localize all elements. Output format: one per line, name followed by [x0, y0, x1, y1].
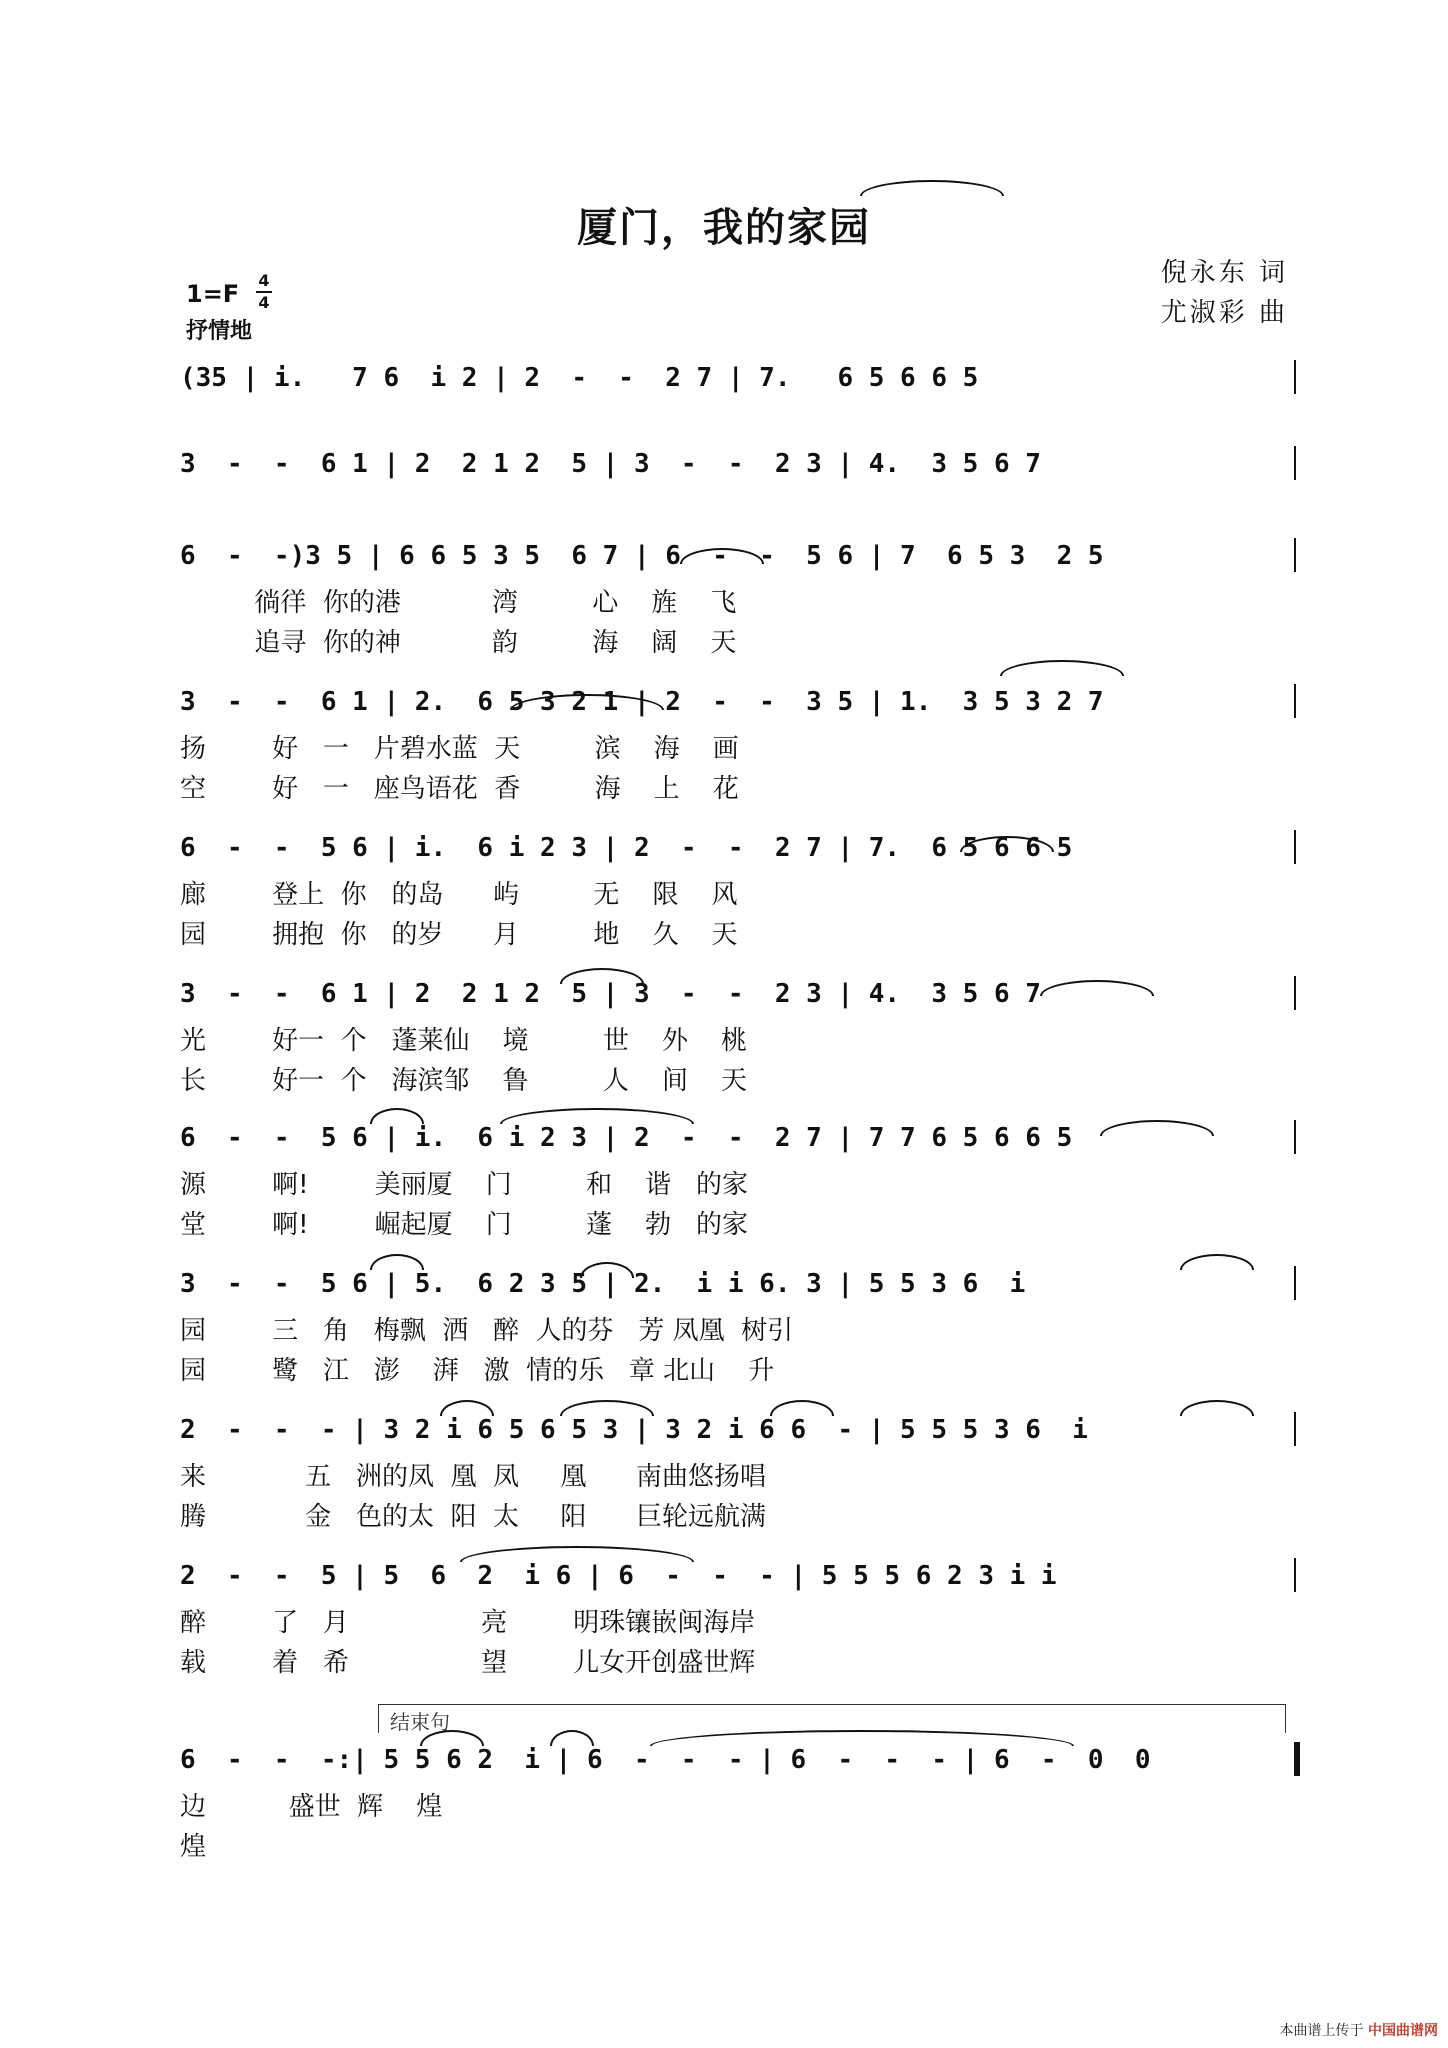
lyric-verse-2: 载 着 希 望 儿女开创盛世辉 — [180, 1648, 756, 1678]
barline — [1294, 538, 1296, 572]
score-system — [180, 826, 1300, 966]
meter-top: 4 — [258, 271, 270, 290]
lyric-verse-2: 空 好 一 座鸟语花 香 海 上 花 — [180, 774, 739, 804]
barline — [1294, 1558, 1296, 1592]
barline — [1294, 1412, 1296, 1446]
lyric-verse-1: 扬 好 一 片碧水蓝 天 滨 海 画 — [180, 734, 739, 764]
notation-line: 6 - - 5 6 | i. 6 i 2 3 | 2 - - 2 7 | 7. 6 5 6 6 5 — [180, 833, 1073, 863]
lyric-verse-2: 腾 金 色的太 阳 太 阳 巨轮远航满 — [180, 1502, 766, 1532]
barline — [1294, 684, 1296, 718]
lyric-verse-2: 园 鹭 江 澎 湃 激 情的乐 章 北山 升 — [180, 1356, 775, 1386]
notation-line: 3 - - 6 1 | 2 2 1 2 5 | 3 - - 2 3 | 4. 3 5 6 7 — [180, 979, 1041, 1009]
score-system — [180, 1408, 1300, 1548]
slur — [370, 1254, 424, 1270]
lyric-verse-2: 追寻 你的神 韵 海 阔 天 — [180, 628, 737, 658]
slur — [770, 1400, 834, 1416]
notation-line: 6 - -)3 5 | 6 6 5 3 5 6 7 | 6 - - 5 6 | 7 6 5 3 2 5 — [180, 541, 1104, 571]
time-signature — [256, 272, 272, 312]
lyric-verse-1: 园 三 角 梅飘 洒 醉 人的芬 芳 凤凰 树引 — [180, 1316, 794, 1346]
score-system — [180, 680, 1300, 820]
score-system — [180, 1262, 1300, 1402]
final-barline — [1294, 1742, 1300, 1776]
lyric-verse-1: 边 盛世 辉 煌 — [180, 1792, 443, 1822]
coda-bracket — [378, 1704, 1286, 1733]
site-logo: 中国曲谱网 — [1368, 2023, 1438, 2039]
lyric-verse-1: 醉 了 月 亮 明珠镶嵌闽海岸 — [180, 1608, 756, 1638]
song-title: 厦门，我的家园 — [577, 204, 871, 251]
barline — [1294, 1266, 1296, 1300]
score-system — [180, 1554, 1300, 1694]
lyric-verse-1: 源 啊! 美丽厦 门 和 谐 的家 — [180, 1170, 748, 1200]
tempo-marking: 抒情地 — [186, 319, 253, 344]
notation-line: 2 - - - | 3 2 i 6 5 6 5 3 | 3 2 i 6 6 - | 5 5 5 3 6 i — [180, 1415, 1088, 1445]
barline — [1294, 976, 1296, 1010]
slur — [560, 968, 644, 984]
coda-label: 结束句 — [390, 1710, 450, 1734]
lyric-verse-2: 煌 — [180, 1832, 207, 1862]
slur — [440, 1400, 494, 1416]
slur — [560, 1400, 654, 1416]
notation-line: 2 - - 5 | 5 6 2 i 6 | 6 - - - | 5 5 5 6 2 3 i i — [180, 1561, 1057, 1591]
meter-bottom: 4 — [258, 293, 270, 312]
slur — [1180, 1400, 1254, 1416]
barline — [1294, 360, 1296, 394]
lyric-verse-2: 园 拥抱 你 的岁 月 地 久 天 — [180, 920, 738, 950]
lyric-verse-2: 长 好一 个 海滨邹 鲁 人 间 天 — [180, 1066, 747, 1096]
notation-line: 6 - - -:| 5 5 6 2 i | 6 - - - | 6 - - - | 6 - 0 0 — [180, 1745, 1151, 1775]
lyric-verse-2: 堂 啊! 崛起厦 门 蓬 勃 的家 — [180, 1210, 748, 1240]
lyric-verse-1: 来 五 洲的凤 凰 凤 凰 南曲悠扬唱 — [180, 1462, 766, 1492]
lyric-verse-1: 徜徉 你的港 湾 心 旌 飞 — [180, 588, 737, 618]
notation-line: 3 - - 5 6 | 5. 6 2 3 5 | 2. i i 6. 3 | 5 5 3 6 i — [180, 1269, 1026, 1299]
slur — [460, 1546, 694, 1562]
barline — [1294, 830, 1296, 864]
barline — [1294, 1120, 1296, 1154]
slur — [860, 180, 1004, 196]
slur — [1180, 1254, 1254, 1270]
notation-line: (35 | i. 7 6 i 2 | 2 - - 2 7 | 7. 6 5 6 6 5 — [180, 363, 979, 393]
lyricist-credit: 倪永东 词 — [1160, 258, 1288, 288]
composer-credit: 尤淑彩 曲 — [1160, 298, 1288, 328]
notation-line: 6 - - 5 6 | i. 6 i 2 3 | 2 - - 2 7 | 7 7 6 5 6 6 5 — [180, 1123, 1073, 1153]
lyric-verse-1: 廊 登上 你 的岛 屿 无 限 风 — [180, 880, 738, 910]
notation-line: 3 - - 6 1 | 2 2 1 2 5 | 3 - - 2 3 | 4. 3 5 6 7 — [180, 449, 1041, 479]
footer — [1280, 2020, 1438, 2040]
footer-text: 本曲谱上传于 — [1279, 2023, 1364, 2039]
notation-line: 3 - - 6 1 | 2. 6 5 3 2 1 | 2 - - 3 5 | 1. 3 5 3 2 7 — [180, 687, 1104, 717]
score-system — [180, 1116, 1300, 1256]
score-system — [180, 1738, 1300, 1878]
barline — [1294, 446, 1296, 480]
key-signature: 1=F — [186, 280, 240, 308]
lyric-verse-1: 光 好一 个 蓬莱仙 境 世 外 桃 — [180, 1026, 747, 1056]
